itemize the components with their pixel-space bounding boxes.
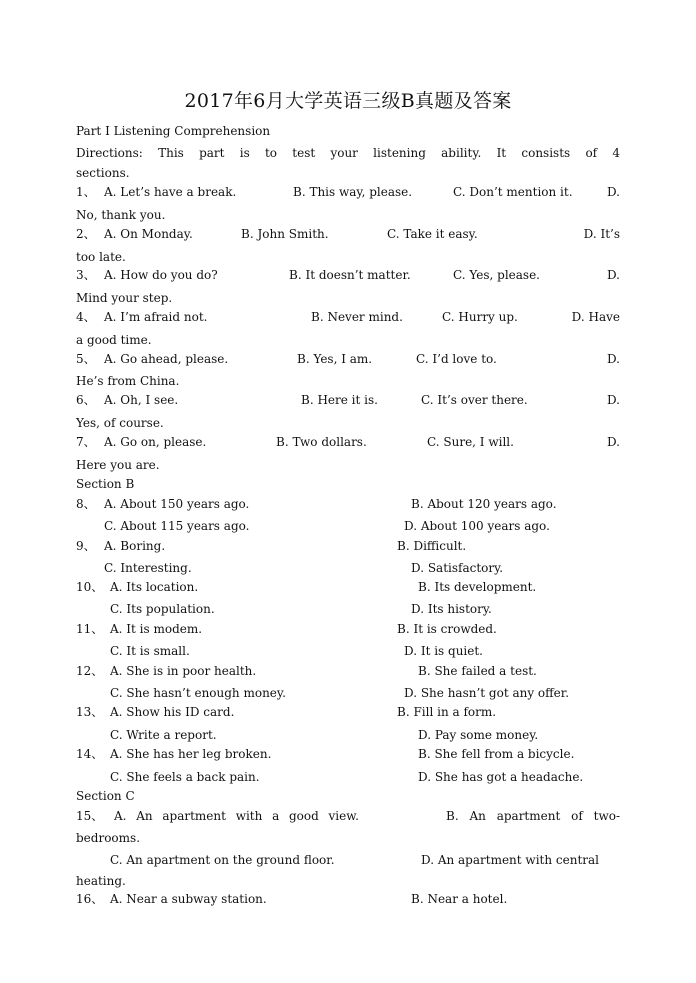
option-d: D. Have — [571, 310, 620, 324]
option-d-continued: No, thank you. — [76, 208, 166, 222]
word: apartment — [162, 809, 226, 823]
option-b: B. John Smith. — [241, 227, 329, 241]
word: An — [136, 809, 153, 823]
word: apartment — [496, 809, 561, 823]
word: view. — [328, 809, 359, 823]
question-number: 12、 — [76, 664, 104, 678]
option-b: B. Near a hotel. — [411, 892, 508, 906]
option-b: B. Here it is. — [301, 393, 378, 407]
option-d-continued: He’s from China. — [76, 374, 180, 388]
word: two- — [593, 809, 620, 823]
option-b: B. She fell from a bicycle. — [418, 747, 575, 761]
option-c: C. She hasn’t enough money. — [110, 686, 286, 700]
word: good — [288, 809, 319, 823]
option-a: A. Go on, please. — [104, 435, 207, 449]
option-a — [114, 809, 359, 823]
option-d-continued: Here you are. — [76, 458, 160, 472]
option-a: A. Near a subway station. — [110, 892, 267, 906]
word: with — [235, 809, 263, 823]
option-c: C. Interesting. — [104, 561, 192, 575]
option-d: D. — [606, 185, 620, 199]
option-a: A. Go ahead, please. — [104, 352, 229, 366]
question-number: 13、 — [76, 705, 104, 719]
option-a: A. About 150 years ago. — [104, 497, 250, 511]
question-number: 2、 — [76, 227, 96, 241]
word: An — [469, 809, 486, 823]
question-number: 3、 — [76, 268, 96, 282]
question-number: 5、 — [76, 352, 96, 366]
option-c: C. Its population. — [110, 602, 215, 616]
option-c: C. Yes, please. — [453, 268, 540, 282]
option-b: B. Never mind. — [311, 310, 403, 324]
option-d: D. Pay some money. — [418, 728, 539, 742]
directions-line-1 — [76, 146, 620, 160]
option-d: D. It’s — [583, 227, 620, 241]
option-c: C. It is small. — [110, 644, 190, 658]
option-b: B. Two dollars. — [276, 435, 367, 449]
option-d: D. An apartment with central — [421, 853, 600, 867]
directions-line-2: sections. — [76, 166, 130, 180]
option-a: A. She is in poor health. — [110, 664, 257, 678]
page-title: 2017年6月大学英语三级B真题及答案 — [184, 90, 512, 112]
question-number: 14、 — [76, 747, 104, 761]
word: A. — [114, 809, 127, 823]
word: of — [571, 809, 583, 823]
option-c: C. It’s over there. — [421, 393, 528, 407]
option-a: A. Oh, I see. — [104, 393, 179, 407]
option-b-continued: bedrooms. — [76, 831, 141, 845]
question-number: 1、 — [76, 185, 96, 199]
option-c: C. Sure, I will. — [427, 435, 514, 449]
word: It — [496, 146, 507, 160]
option-b — [446, 809, 620, 823]
section-c-heading: Section C — [76, 789, 135, 803]
option-b: B. It is crowded. — [397, 622, 497, 636]
option-d-continued: too late. — [76, 250, 126, 264]
question-number: 15、 — [76, 809, 104, 823]
option-d: D. It is quiet. — [404, 644, 483, 658]
question-number: 11、 — [76, 622, 104, 636]
option-b: B. About 120 years ago. — [411, 497, 557, 511]
option-d-continued: heating. — [76, 874, 126, 888]
word: test — [292, 146, 316, 160]
option-b: B. Its development. — [418, 580, 537, 594]
word: is — [239, 146, 250, 160]
word: of — [585, 146, 598, 160]
option-c: C. I’d love to. — [416, 352, 497, 366]
option-d: D. Its history. — [411, 602, 492, 616]
question-number: 6、 — [76, 393, 96, 407]
question-number: 4、 — [76, 310, 96, 324]
option-c: C. Hurry up. — [442, 310, 518, 324]
word: listening — [373, 146, 426, 160]
word: 4 — [612, 146, 620, 160]
option-d: D. — [606, 393, 620, 407]
option-d-continued: a good time. — [76, 333, 152, 347]
option-a: A. I’m afraid not. — [104, 310, 208, 324]
option-b: B. Difficult. — [397, 539, 467, 553]
option-c: C. About 115 years ago. — [104, 519, 250, 533]
option-d: D. Satisfactory. — [411, 561, 504, 575]
option-a: A. Its location. — [110, 580, 199, 594]
option-a: A. It is modem. — [110, 622, 203, 636]
option-c: C. Write a report. — [110, 728, 217, 742]
question-number: 8、 — [76, 497, 96, 511]
question-number: 9、 — [76, 539, 96, 553]
option-a: A. She has her leg broken. — [110, 747, 272, 761]
option-a: A. Show his ID card. — [110, 705, 235, 719]
option-a: A. Boring. — [104, 539, 166, 553]
option-d-continued: Yes, of course. — [76, 416, 164, 430]
word: ability. — [441, 146, 482, 160]
option-d-continued: Mind your step. — [76, 291, 173, 305]
option-c: C. She feels a back pain. — [110, 770, 260, 784]
word: your — [330, 146, 358, 160]
word: consists — [521, 146, 571, 160]
question-number: 7、 — [76, 435, 96, 449]
option-b: B. She failed a test. — [418, 664, 537, 678]
question-number: 10、 — [76, 580, 104, 594]
option-d: D. — [606, 268, 620, 282]
word: to — [264, 146, 278, 160]
option-a: A. Let’s have a break. — [104, 185, 237, 199]
option-d: D. She hasn’t got any offer. — [404, 686, 570, 700]
option-d: D. She has got a headache. — [418, 770, 584, 784]
part-heading: Part Ⅰ Listening Comprehension — [76, 124, 271, 138]
option-b: B. Fill in a form. — [397, 705, 497, 719]
option-a: A. How do you do? — [104, 268, 218, 282]
section-b-heading: Section B — [76, 477, 135, 491]
option-b: B. It doesn’t matter. — [289, 268, 411, 282]
option-c: C. Don’t mention it. — [453, 185, 573, 199]
word: a — [272, 809, 280, 823]
word: part — [199, 146, 225, 160]
option-b: B. This way, please. — [293, 185, 413, 199]
question-number: 16、 — [76, 892, 104, 906]
option-c: C. An apartment on the ground floor. — [110, 853, 335, 867]
option-c: C. Take it easy. — [387, 227, 478, 241]
option-d: D. — [606, 435, 620, 449]
option-d: D. — [606, 352, 620, 366]
option-a: A. On Monday. — [104, 227, 193, 241]
word: Directions: — [76, 146, 143, 160]
word: B. — [446, 809, 459, 823]
option-b: B. Yes, I am. — [297, 352, 373, 366]
word: This — [158, 146, 184, 160]
option-d: D. About 100 years ago. — [404, 519, 550, 533]
